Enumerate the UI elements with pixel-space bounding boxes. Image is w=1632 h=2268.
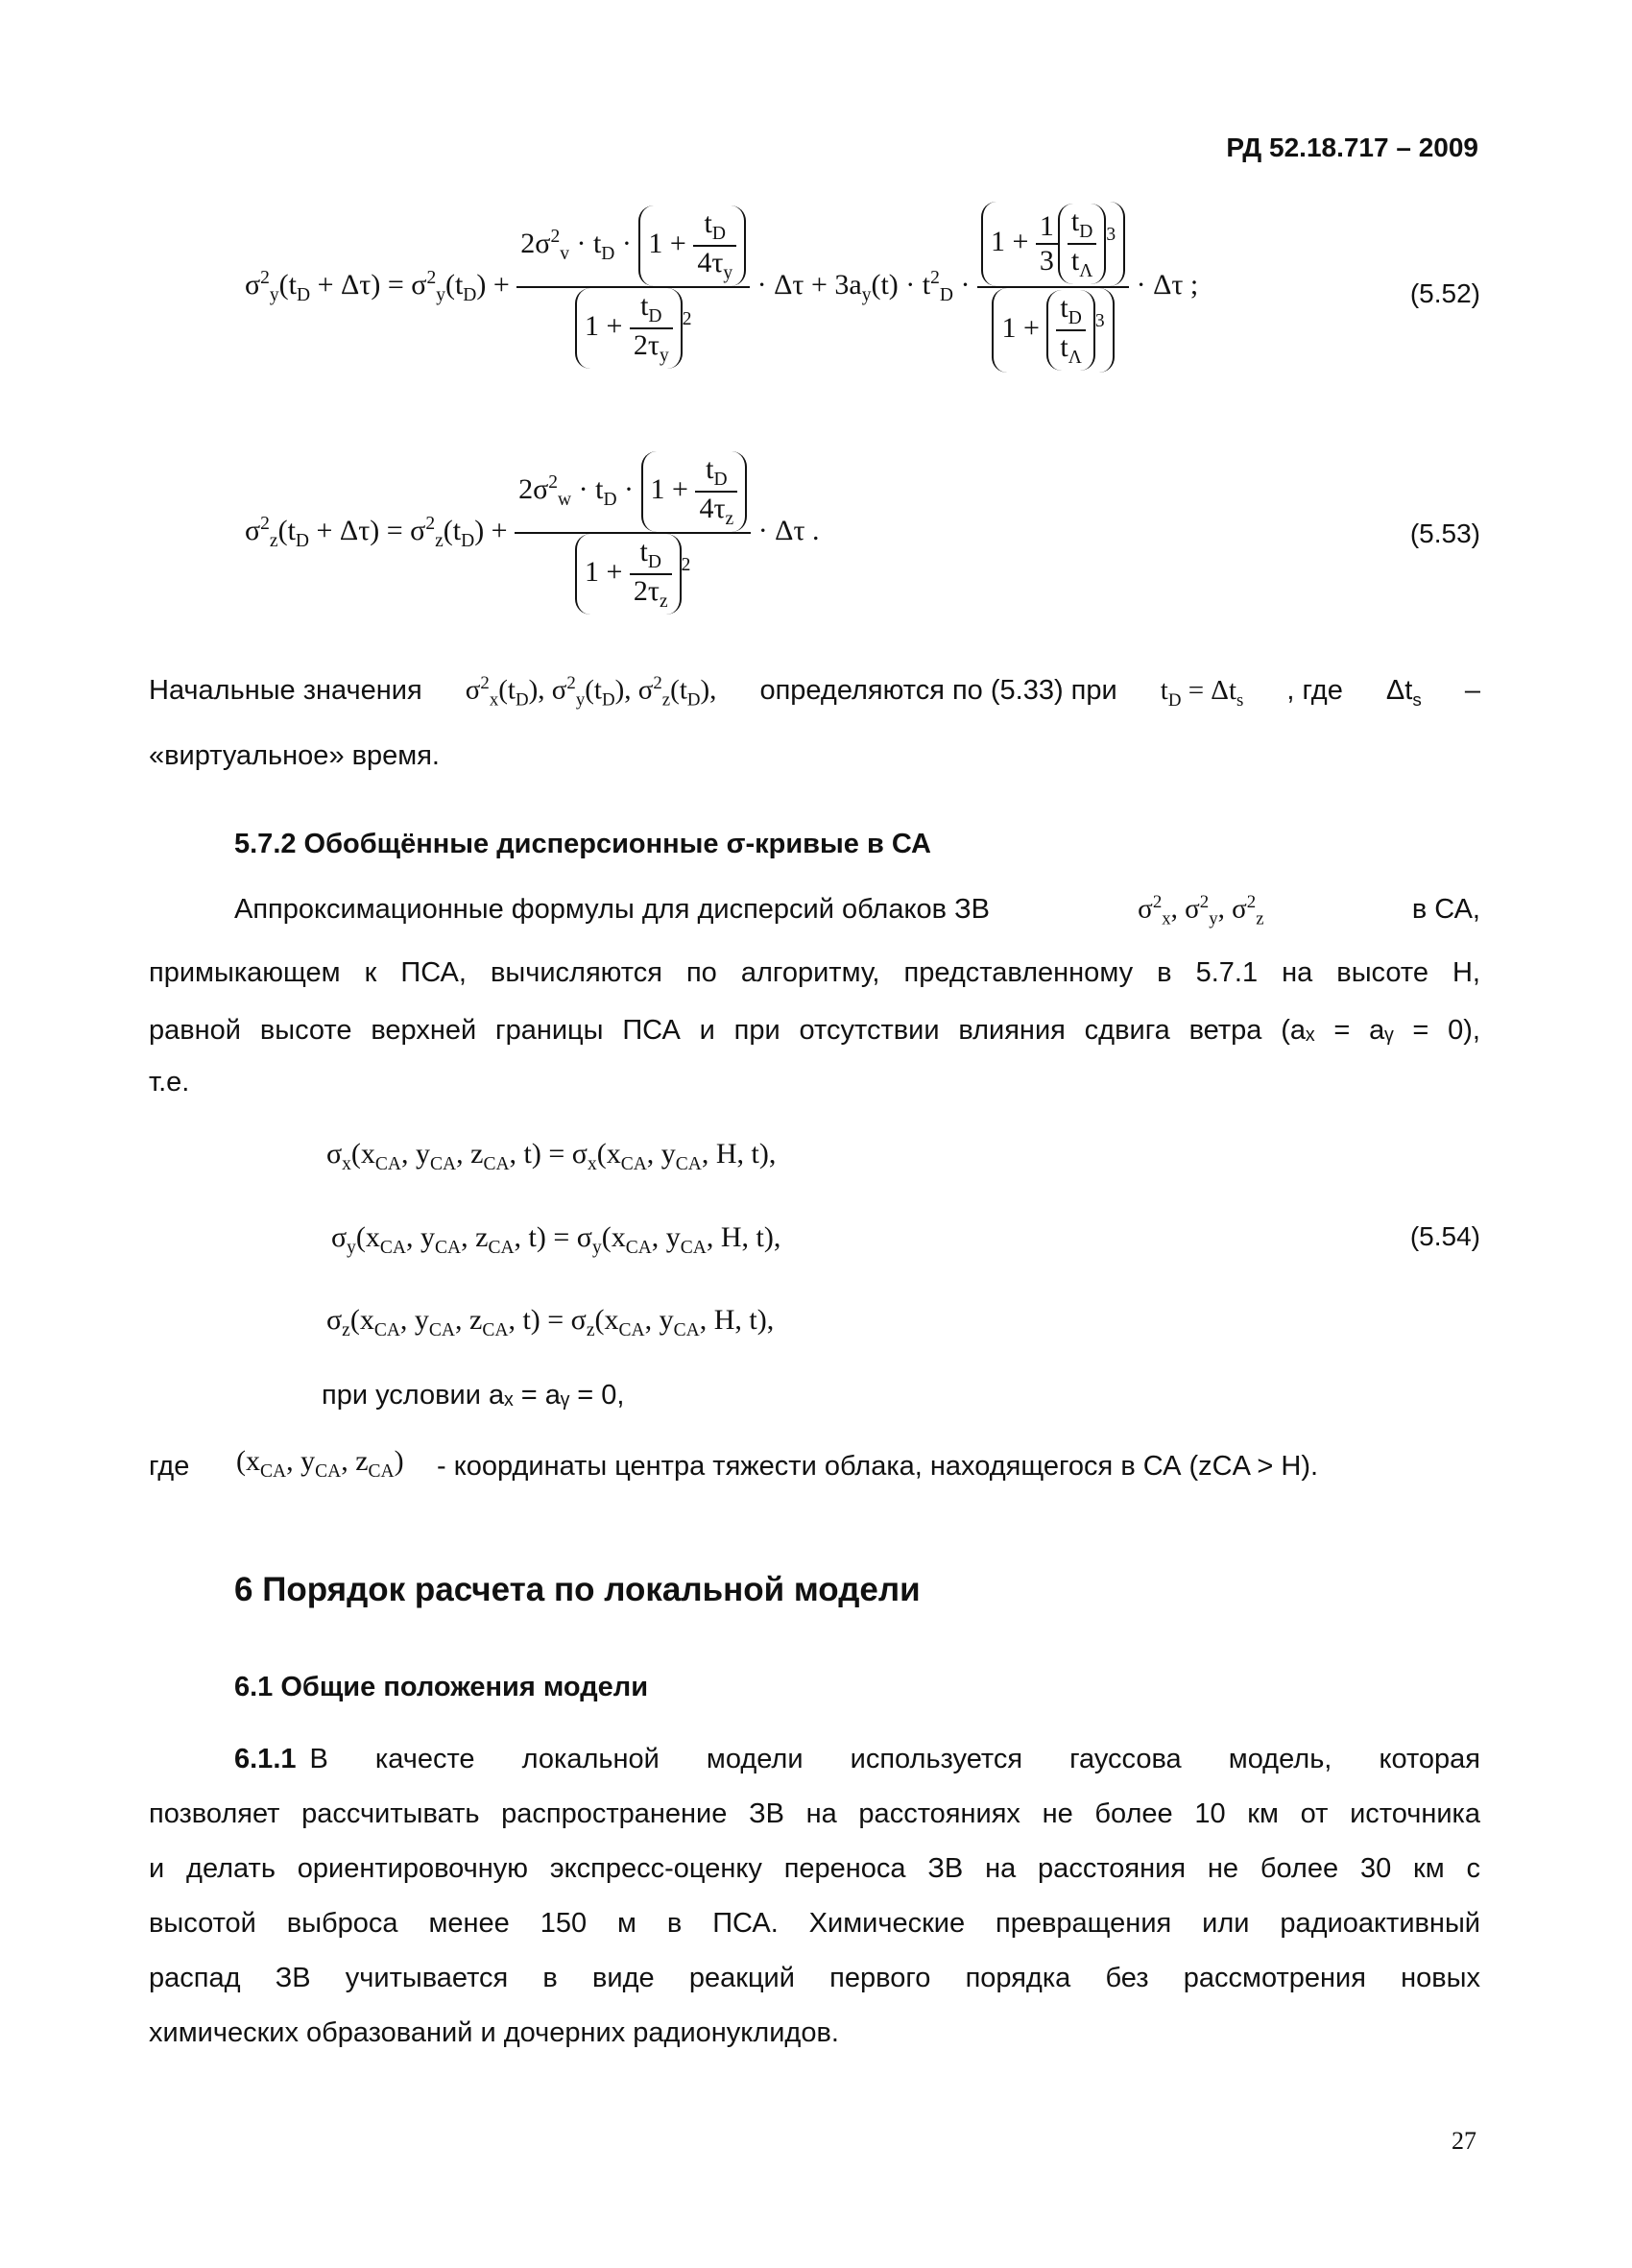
paragraph-number: 6.1.1: [234, 1744, 297, 1774]
formula-delta-ts: $\Delta t_s$: [1385, 674, 1422, 710]
text: определяются по (5.33) при: [759, 674, 1117, 706]
text: в СА,: [1411, 893, 1480, 925]
paragraph-initial-values: [149, 673, 1480, 712]
section-heading: 5.7.2 Обобщённые дисперсионные σ-кривые в СА: [234, 829, 931, 859]
text: Начальные значения: [149, 674, 422, 706]
equation-5-54-line-1: $\sigma_x(x_{CA}$, $y_{CA}$, $z_{CA}$, $t) = \sigma_x(x_{CA}$, $y_{CA}$, H, t),: [326, 1138, 777, 1174]
paragraph-line: равной высоте верхней границы ПСА и при отсутствии влияния сдвига ветра (aₓ = aᵧ = 0),: [149, 1015, 1480, 1046]
equation-number: (5.52): [1409, 278, 1480, 308]
text: , где: [1286, 674, 1343, 706]
formula-initial-sigmas: $\sigma^2_x(t_D)$, $\sigma^2_y(t_D)$, $\sigma^2_z(t_D)$,: [465, 673, 717, 711]
page-number: 27: [1452, 2127, 1476, 2155]
paragraph-line: [234, 1743, 1480, 1776]
section-heading: 6.1 Общие положения модели: [234, 1672, 649, 1702]
paragraph-line: химических образований и дочерних радионуклидов.: [149, 2017, 839, 2048]
equation-5-53: $\sigma^2_z(t_D + \Delta\tau) = \sigma^2_z(t_D)$ + $2\sigma^2_w \cdot t_D \cdot 1$ + $\frac{t_D}{4\tau_z}$ 1 + $\frac{t_D}{2\tau_z}$ $^2$ · Δτ .: [245, 451, 820, 615]
text: –: [1464, 674, 1480, 706]
chapter-heading: 6 Порядок расчета по локальной модели: [234, 1571, 921, 1608]
where-label: где: [149, 1451, 190, 1482]
formula-center-coords: ($x_{CA}$, $y_{CA}$, $z_{CA}$): [236, 1445, 404, 1482]
equation-5-52: $\sigma^2_y(t_D + \Delta\tau) = \sigma^2_y(t_D)$ + $2\sigma^2_v \cdot t_D \cdot 1$ + $\frac{t_D}{4\tau_y}$ 1 + $\frac{t_D}{2\tau_y}$ $^2$ · $\Delta\tau + 3a_y(t) \cdot t^2_D$ · 1 + $\frac{1}{3}$ $\frac{t_D}{t_\Lambda}$ $^3$ 1 + $\frac{t_D}{t_\Lambda}$ $^3$ · Δτ ;: [245, 202, 1198, 373]
condition-text: при условии aₓ = aᵧ = 0,: [322, 1380, 625, 1411]
equation-number: (5.54): [1409, 1221, 1480, 1251]
paragraph-line: т.е.: [149, 1067, 190, 1098]
paragraph-line: «виртуальное» время.: [149, 740, 440, 771]
paragraph-line: и делать ориентировочную экспресс-оценку переноса ЗВ на расстояния не более 30 км с: [149, 1853, 1480, 1884]
paragraph-line: позволяет рассчитывать распространение ЗВ на расстояниях не более 10 км от источника: [149, 1798, 1480, 1829]
text: Аппроксимационные формулы для дисперсий облаков ЗВ: [234, 893, 990, 925]
paragraph-line: [234, 892, 1480, 930]
where-text: - координаты центра тяжести облака, находящегося в СА (zCA > H).: [437, 1451, 1319, 1482]
document-code: РД 52.18.717 – 2009: [1226, 133, 1478, 162]
paragraph-line: примыкающем к ПСА, вычисляются по алгоритму, представленному в 5.7.1 на высоте Н,: [149, 957, 1480, 988]
formula-sigmas: $\sigma^2_x$, $\sigma^2_y$, $\sigma^2_z$: [1138, 892, 1264, 929]
text: В качесте локальной модели используется гауссова модель, которая: [309, 1744, 1480, 1774]
paragraph-line: распад ЗВ учитывается в виде реакций первого порядка без рассмотрения новых: [149, 1963, 1480, 1993]
paragraph-line: высотой выброса менее 150 м в ПСА. Химические превращения или радиоактивный: [149, 1908, 1480, 1939]
equation-number: (5.53): [1409, 519, 1480, 548]
formula-td: $t_D = \Delta t_s$: [1160, 674, 1244, 711]
equation-5-54-line-3: $\sigma_z(x_{CA}$, $y_{CA}$, $z_{CA}$, $t) = \sigma_z(x_{CA}$, $y_{CA}$, H, t),: [326, 1304, 775, 1340]
equation-5-54-line-2: $\sigma_y(x_{CA}$, $y_{CA}$, $z_{CA}$, $t) = \sigma_y(x_{CA}$, $y_{CA}$, H, t),: [331, 1221, 781, 1258]
